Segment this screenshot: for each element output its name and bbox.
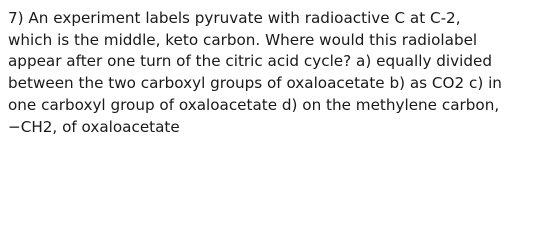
question-line: one carboxyl group of oxaloacetate d) on the methylene carbon, <box>8 95 500 114</box>
question-line: −CH2, of oxaloacetate <box>8 117 180 136</box>
question-line: between the two carboxyl groups of oxaloacetate b) as CO2 c) in <box>8 74 502 93</box>
question-line: which is the middle, keto carbon. Where would this radiolabel <box>8 30 478 49</box>
question-text <box>8 8 553 138</box>
question-line: 7) An experiment labels pyruvate with radioactive C at C-2, <box>8 9 461 27</box>
question-line: appear after one turn of the citric acid cycle? a) equally divided <box>8 52 492 71</box>
